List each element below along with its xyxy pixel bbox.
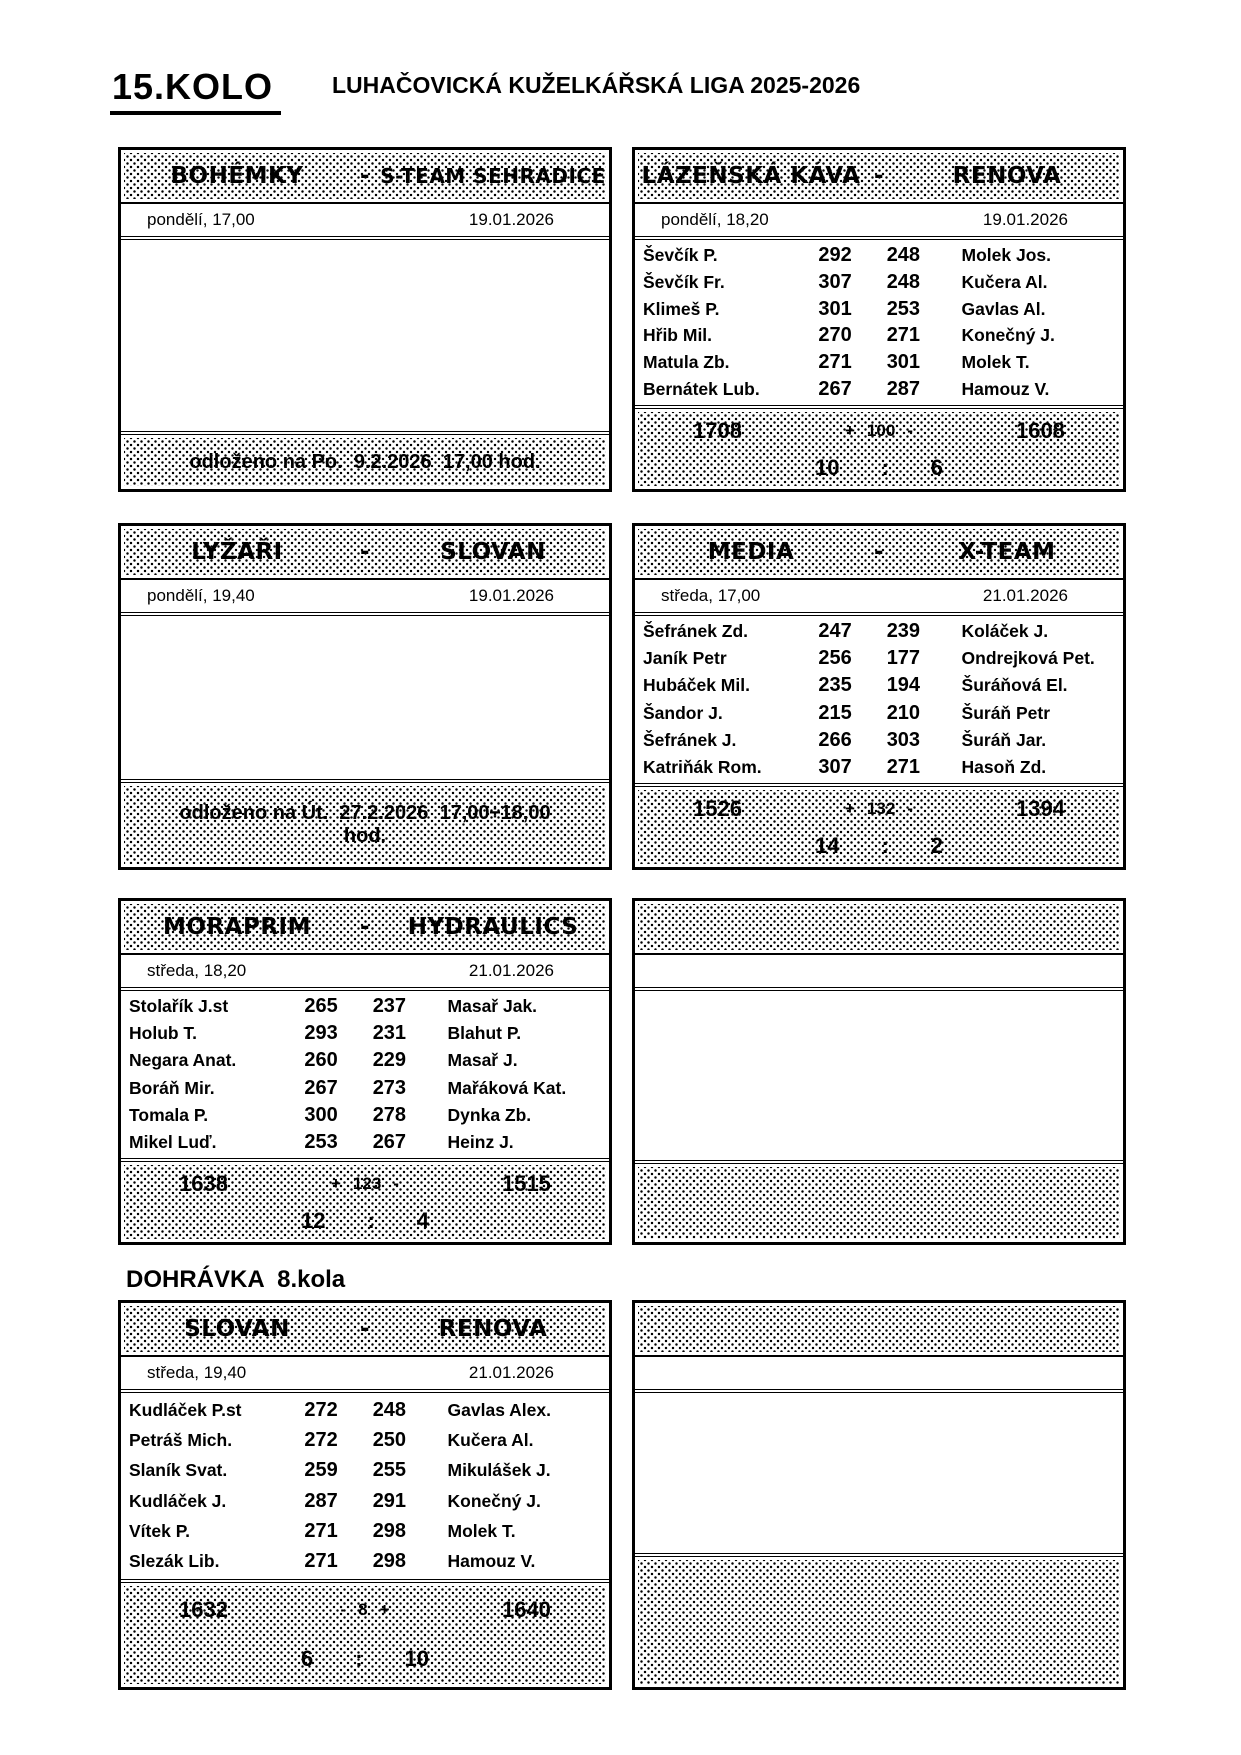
team-separator: - bbox=[359, 914, 371, 940]
team-bar-empty bbox=[635, 1303, 1123, 1357]
total-difference bbox=[283, 1174, 447, 1194]
player-row bbox=[635, 244, 1123, 267]
diff-sign-left: + bbox=[330, 1174, 341, 1193]
home-score: 272 bbox=[304, 1428, 338, 1451]
away-score: 287 bbox=[886, 378, 921, 401]
away-score: 255 bbox=[372, 1459, 407, 1482]
schedule-row bbox=[121, 955, 609, 991]
away-score: 271 bbox=[886, 755, 921, 778]
player-row bbox=[121, 1429, 609, 1452]
home-score: 235 bbox=[818, 674, 852, 697]
away-score: 303 bbox=[886, 728, 921, 751]
home-team-name: MEDIA bbox=[707, 539, 795, 565]
player-results bbox=[121, 991, 609, 1158]
away-points: 4 bbox=[416, 1208, 430, 1233]
away-player: Masař J. bbox=[447, 1050, 518, 1071]
match-card-lyzari-slovan bbox=[118, 523, 612, 870]
postponed-bar bbox=[121, 431, 609, 489]
away-total: 1515 bbox=[501, 1171, 551, 1196]
schedule-row bbox=[121, 580, 609, 616]
totals-bar-empty bbox=[635, 1553, 1123, 1687]
match-day-time: pondělí, 18,20 bbox=[661, 210, 769, 229]
diff-sign-right: - bbox=[393, 1174, 399, 1193]
away-team-name: SLOVAN bbox=[440, 539, 546, 565]
points-separator: : bbox=[367, 1208, 375, 1233]
home-score: 267 bbox=[304, 1076, 338, 1099]
player-row bbox=[635, 674, 1123, 697]
home-score: 247 bbox=[818, 620, 852, 643]
away-points: 6 bbox=[930, 455, 944, 480]
dohravka-label: DOHRÁVKA 8.kola bbox=[126, 1266, 346, 1293]
away-score: 250 bbox=[372, 1428, 407, 1451]
match-date: 21.01.2026 bbox=[468, 961, 554, 980]
away-team-name: RENOVA bbox=[952, 163, 1062, 189]
away-player: Molek T. bbox=[447, 1520, 516, 1541]
player-row bbox=[635, 378, 1123, 401]
away-total: 1394 bbox=[1015, 796, 1065, 821]
totals-bar-empty bbox=[635, 1160, 1123, 1242]
home-score: 307 bbox=[818, 755, 852, 778]
away-team-name: HYDRAULICS bbox=[407, 914, 579, 940]
team-bar bbox=[121, 901, 609, 955]
away-player: Hamouz V. bbox=[447, 1551, 536, 1572]
away-score: 267 bbox=[372, 1130, 407, 1153]
away-player: Šuráňová El. bbox=[961, 675, 1068, 696]
league-title: LUHAČOVICKÁ KUŽELKÁŘSKÁ LIGA 2025-2026 bbox=[332, 72, 861, 98]
points-separator: : bbox=[881, 833, 889, 858]
away-score: 278 bbox=[372, 1103, 407, 1126]
home-player: Matula Zb. bbox=[643, 352, 730, 373]
home-player: Kudláček P.st bbox=[129, 1399, 242, 1420]
away-total: 1608 bbox=[1015, 418, 1065, 443]
home-score: 260 bbox=[304, 1049, 338, 1072]
player-row bbox=[121, 995, 609, 1018]
points-separator: : bbox=[881, 455, 889, 480]
away-player: Dynka Zb. bbox=[447, 1104, 532, 1125]
player-row bbox=[635, 324, 1123, 347]
home-player: Stolařík J.st bbox=[129, 996, 229, 1017]
home-points: 12 bbox=[300, 1208, 326, 1233]
away-player: Kučera Al. bbox=[961, 271, 1048, 292]
away-team-name: X-TEAM bbox=[958, 539, 1056, 565]
player-results bbox=[635, 240, 1123, 405]
diff-sign-left: + bbox=[844, 799, 855, 818]
home-points: 14 bbox=[814, 833, 840, 858]
away-score: 248 bbox=[886, 270, 921, 293]
home-player: Negara Anat. bbox=[129, 1050, 237, 1071]
total-difference bbox=[797, 421, 961, 441]
player-row bbox=[121, 1022, 609, 1045]
player-row bbox=[121, 1049, 609, 1072]
home-player: Katriňák Rom. bbox=[643, 756, 762, 777]
match-card-moraprim-hydraulics bbox=[118, 898, 612, 1245]
schedule-row bbox=[635, 580, 1123, 616]
schedule-row bbox=[121, 204, 609, 240]
schedule-row-empty bbox=[635, 955, 1123, 991]
away-player: Molek Jos. bbox=[961, 244, 1052, 265]
away-player: Blahut P. bbox=[447, 1023, 522, 1044]
player-row bbox=[121, 1520, 609, 1543]
home-total: 1526 bbox=[693, 796, 742, 821]
away-score: 301 bbox=[886, 351, 921, 374]
away-score: 231 bbox=[372, 1022, 407, 1045]
diff-value: 132 bbox=[866, 799, 896, 818]
away-score: 229 bbox=[372, 1049, 407, 1072]
home-score: 253 bbox=[304, 1130, 338, 1153]
home-player: Mikel Luď. bbox=[129, 1131, 217, 1152]
match-card-empty-1 bbox=[632, 898, 1126, 1245]
player-row bbox=[635, 620, 1123, 643]
away-player: Mařáková Kat. bbox=[447, 1077, 567, 1098]
team-bar bbox=[635, 526, 1123, 580]
away-score: 237 bbox=[372, 995, 407, 1018]
home-player: Hřib Mil. bbox=[643, 325, 713, 346]
match-day-time: středa, 17,00 bbox=[661, 586, 761, 605]
away-player: Hamouz V. bbox=[961, 379, 1050, 400]
home-score: 300 bbox=[304, 1103, 338, 1126]
player-row bbox=[635, 298, 1123, 321]
home-team-name: LYŽAŘI bbox=[191, 539, 283, 565]
home-player: Šefránek J. bbox=[643, 729, 737, 750]
match-day-time: středa, 18,20 bbox=[147, 961, 247, 980]
away-player: Hasoň Zd. bbox=[961, 756, 1047, 777]
player-row bbox=[121, 1104, 609, 1127]
home-player: Boráň Mir. bbox=[129, 1077, 215, 1098]
away-player: Gavlas Al. bbox=[961, 298, 1046, 319]
home-score: 267 bbox=[818, 378, 852, 401]
home-score: 215 bbox=[818, 701, 852, 724]
home-team-name: MORAPRIM bbox=[163, 914, 311, 940]
away-player: Kučera Al. bbox=[447, 1429, 534, 1450]
points-separator: : bbox=[355, 1646, 363, 1671]
away-player: Šuráň Jar. bbox=[961, 729, 1047, 750]
player-row bbox=[121, 1131, 609, 1154]
diff-value: 100 bbox=[866, 421, 896, 440]
away-points: 2 bbox=[930, 833, 944, 858]
home-score: 271 bbox=[304, 1550, 338, 1573]
totals-bar bbox=[635, 783, 1123, 867]
away-score: 248 bbox=[886, 243, 921, 266]
home-player: Bernátek Lub. bbox=[643, 379, 760, 400]
empty-results-area bbox=[121, 240, 609, 431]
home-score: 293 bbox=[304, 1022, 338, 1045]
player-results bbox=[635, 616, 1123, 783]
away-points: 10 bbox=[404, 1646, 430, 1671]
home-score: 271 bbox=[818, 351, 852, 374]
home-player: Tomala P. bbox=[129, 1104, 209, 1125]
team-bar bbox=[121, 526, 609, 580]
schedule-row bbox=[121, 1357, 609, 1393]
away-score: 273 bbox=[372, 1076, 407, 1099]
match-points bbox=[638, 450, 1120, 486]
totals-bar bbox=[121, 1158, 609, 1242]
player-row bbox=[121, 1399, 609, 1422]
away-score: 298 bbox=[372, 1519, 407, 1542]
empty-results-area bbox=[121, 616, 609, 779]
totals-bar bbox=[635, 405, 1123, 489]
total-difference bbox=[797, 799, 961, 819]
home-player: Janík Petr bbox=[643, 648, 727, 669]
team-separator: - bbox=[873, 539, 885, 565]
team-bar-empty bbox=[635, 901, 1123, 955]
home-team-name: SLOVAN bbox=[184, 1316, 290, 1342]
diff-sign-right: - bbox=[907, 421, 913, 440]
away-player: Molek T. bbox=[961, 352, 1030, 373]
home-player: Ševčík Fr. bbox=[643, 271, 725, 292]
match-date: 19.01.2026 bbox=[468, 586, 554, 605]
postponed-bar bbox=[121, 779, 609, 867]
home-player: Hubáček Mil. bbox=[643, 675, 750, 696]
player-row bbox=[121, 1490, 609, 1513]
home-player: Holub T. bbox=[129, 1023, 198, 1044]
match-date: 19.01.2026 bbox=[982, 210, 1068, 229]
match-day-time: pondělí, 17,00 bbox=[147, 210, 255, 229]
home-player: Vítek P. bbox=[129, 1520, 190, 1541]
diff-value: 8 bbox=[358, 1600, 368, 1619]
home-points: 6 bbox=[300, 1646, 314, 1671]
home-team-name: LÁZEŇSKÁ KÁVA bbox=[641, 163, 861, 189]
away-player: Šuráň Petr bbox=[961, 702, 1051, 723]
player-row bbox=[121, 1459, 609, 1482]
away-score: 298 bbox=[372, 1550, 407, 1573]
home-score: 266 bbox=[818, 728, 852, 751]
away-total: 1640 bbox=[501, 1597, 551, 1622]
away-team-name: RENOVA bbox=[438, 1316, 548, 1342]
away-score: 194 bbox=[886, 674, 921, 697]
home-points: 10 bbox=[814, 455, 840, 480]
player-results bbox=[121, 1393, 609, 1579]
player-row bbox=[635, 647, 1123, 670]
postponed-note-line2: hod. bbox=[343, 825, 387, 847]
match-card-lazenska-kava-renova bbox=[632, 147, 1126, 492]
away-score: 239 bbox=[886, 620, 921, 643]
match-day-time: středa, 19,40 bbox=[147, 1363, 247, 1382]
match-points bbox=[124, 1203, 606, 1239]
home-score: 265 bbox=[304, 995, 338, 1018]
player-row bbox=[121, 1550, 609, 1573]
home-score: 271 bbox=[304, 1519, 338, 1542]
away-score: 253 bbox=[886, 297, 921, 320]
home-score: 292 bbox=[818, 243, 852, 266]
match-points bbox=[638, 828, 1120, 864]
away-score: 271 bbox=[886, 324, 921, 347]
match-card-bohemky-steam-sehradice bbox=[118, 147, 612, 492]
home-player: Šandor J. bbox=[643, 702, 723, 723]
team-bar bbox=[635, 150, 1123, 204]
total-difference bbox=[283, 1600, 447, 1620]
home-score: 307 bbox=[818, 270, 852, 293]
match-date: 19.01.2026 bbox=[468, 210, 554, 229]
home-player: Slezák Lib. bbox=[129, 1551, 220, 1572]
player-row bbox=[121, 1077, 609, 1100]
away-player: Mikulášek J. bbox=[447, 1460, 551, 1481]
match-card-media-xteam bbox=[632, 523, 1126, 870]
home-score: 270 bbox=[818, 324, 852, 347]
match-card-empty-2 bbox=[632, 1300, 1126, 1690]
team-bar bbox=[121, 150, 609, 204]
home-player: Kudláček J. bbox=[129, 1490, 227, 1511]
home-player: Šefránek Zd. bbox=[643, 621, 749, 642]
player-row bbox=[635, 351, 1123, 374]
schedule-row bbox=[635, 204, 1123, 240]
home-team-name: BOHÉMKY bbox=[170, 163, 304, 189]
away-team-name: S-TEAM SEHRADICE bbox=[380, 164, 606, 188]
home-total: 1632 bbox=[179, 1597, 228, 1622]
diff-value: 123 bbox=[352, 1174, 382, 1193]
away-player: Heinz J. bbox=[447, 1131, 514, 1152]
team-separator: - bbox=[873, 163, 885, 189]
match-card-slovan-renova bbox=[118, 1300, 612, 1690]
team-bar bbox=[121, 1303, 609, 1357]
match-points bbox=[124, 1634, 606, 1684]
home-player: Ševčík P. bbox=[643, 244, 718, 265]
away-player: Konečný J. bbox=[447, 1490, 541, 1511]
home-score: 287 bbox=[304, 1489, 338, 1512]
home-score: 256 bbox=[818, 647, 852, 670]
home-score: 272 bbox=[304, 1398, 338, 1421]
player-row bbox=[635, 702, 1123, 725]
diff-sign-right: - bbox=[907, 799, 913, 818]
away-player: Konečný J. bbox=[961, 325, 1055, 346]
empty-results-area bbox=[635, 1393, 1123, 1553]
postponed-note-line1: odloženo na Út. 27.2.2026 17,00÷18,00 bbox=[179, 802, 551, 824]
match-day-time: pondělí, 19,40 bbox=[147, 586, 255, 605]
player-row bbox=[635, 756, 1123, 779]
team-separator: - bbox=[359, 163, 371, 189]
player-row bbox=[635, 271, 1123, 294]
totals-bar bbox=[121, 1579, 609, 1687]
away-player: Masař Jak. bbox=[447, 996, 538, 1017]
home-player: Klimeš P. bbox=[643, 298, 720, 319]
home-total: 1708 bbox=[693, 418, 742, 443]
round-label: 15.KOLO bbox=[110, 66, 281, 115]
schedule-row-empty bbox=[635, 1357, 1123, 1393]
home-player: Petráš Mich. bbox=[129, 1429, 233, 1450]
away-score: 210 bbox=[886, 701, 921, 724]
diff-sign-left: + bbox=[844, 421, 855, 440]
match-date: 21.01.2026 bbox=[468, 1363, 554, 1382]
away-score: 291 bbox=[372, 1489, 407, 1512]
empty-results-area bbox=[635, 991, 1123, 1160]
away-player: Ondrejková Pet. bbox=[961, 648, 1095, 669]
home-player: Slaník Svat. bbox=[129, 1460, 228, 1481]
team-separator: - bbox=[359, 539, 371, 565]
away-player: Gavlas Alex. bbox=[447, 1399, 551, 1420]
player-row bbox=[635, 729, 1123, 752]
match-date: 21.01.2026 bbox=[982, 586, 1068, 605]
home-score: 259 bbox=[304, 1459, 338, 1482]
diff-sign-left: - bbox=[340, 1600, 347, 1619]
away-score: 177 bbox=[886, 647, 921, 670]
diff-sign-right: + bbox=[379, 1600, 390, 1619]
postponed-note: odloženo na Po. 9.2.2026 17,00 hod. bbox=[189, 450, 541, 473]
team-separator: - bbox=[359, 1316, 371, 1342]
away-score: 248 bbox=[372, 1398, 407, 1421]
home-total: 1638 bbox=[179, 1171, 228, 1196]
away-player: Koláček J. bbox=[961, 621, 1049, 642]
home-score: 301 bbox=[818, 297, 852, 320]
